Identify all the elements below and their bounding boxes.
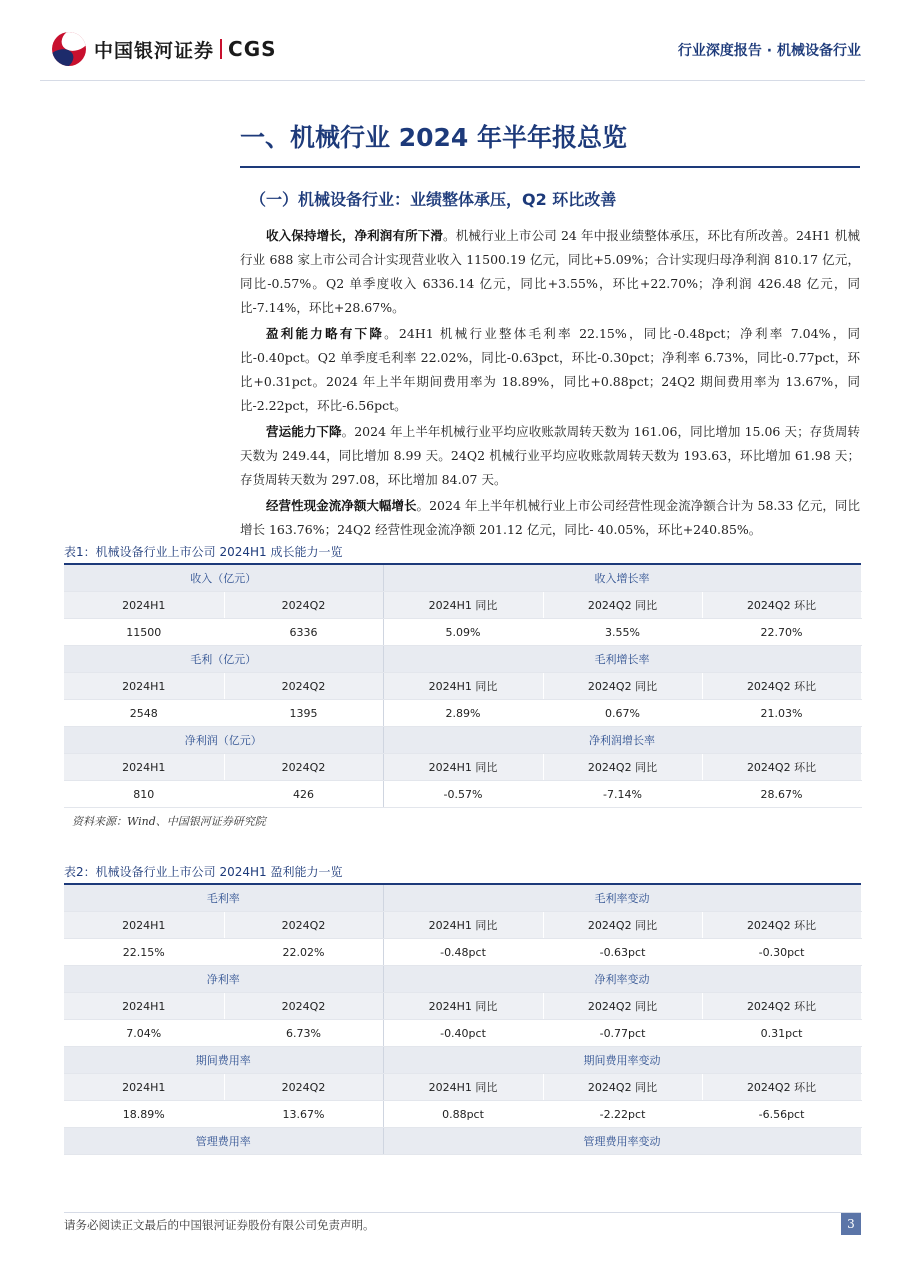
col-header: 2024H1 同比 <box>383 1074 543 1101</box>
col-header: 2024H1 同比 <box>383 754 543 781</box>
col-header: 2024Q2 <box>224 754 383 781</box>
cell: 28.67% <box>702 781 861 808</box>
footer-divider <box>64 1212 861 1213</box>
group-right-header: 管理费用率变动 <box>383 1128 861 1155</box>
col-header: 2024Q2 同比 <box>543 673 702 700</box>
group-right-header: 净利率变动 <box>383 966 861 993</box>
group-left-header: 净利率 <box>64 966 383 993</box>
cell: -0.63pct <box>543 939 702 966</box>
group-left-header: 期间费用率 <box>64 1047 383 1074</box>
table2 <box>64 885 862 1155</box>
subsection-title: （一）机械设备行业：业绩整体承压，Q2 环比改善 <box>250 190 617 209</box>
cell: -0.57% <box>383 781 543 808</box>
col-header: 2024H1 <box>64 993 224 1020</box>
cell: 7.04% <box>64 1020 224 1047</box>
logo-separator <box>220 39 222 59</box>
logo-cn-text: 中国银河证券 <box>94 39 215 62</box>
col-header: 2024Q2 环比 <box>702 673 861 700</box>
cell: -0.40pct <box>383 1020 543 1047</box>
col-header: 2024H1 同比 <box>383 673 543 700</box>
table-sub-header <box>64 592 861 619</box>
cell: 21.03% <box>702 700 861 727</box>
table-group-header <box>64 1128 861 1155</box>
cell: 2.89% <box>383 700 543 727</box>
col-header: 2024Q2 <box>224 673 383 700</box>
table-group-header <box>64 885 861 912</box>
group-left-header: 净利润（亿元） <box>64 727 383 754</box>
table-group-header <box>64 646 861 673</box>
cell: 22.02% <box>224 939 383 966</box>
cell: 6336 <box>224 619 383 646</box>
paragraph-lead: 营运能力下降 <box>266 424 342 439</box>
cell: -6.56pct <box>702 1101 861 1128</box>
col-header: 2024Q2 环比 <box>702 592 861 619</box>
cell: 0.88pct <box>383 1101 543 1128</box>
cell: 0.31pct <box>702 1020 861 1047</box>
col-header: 2024H1 <box>64 912 224 939</box>
col-header: 2024H1 <box>64 592 224 619</box>
cell: 11500 <box>64 619 224 646</box>
col-header: 2024Q2 <box>224 592 383 619</box>
body-text <box>240 224 860 544</box>
cell: 22.70% <box>702 619 861 646</box>
table-sub-header <box>64 673 861 700</box>
col-header: 2024Q2 同比 <box>543 993 702 1020</box>
col-header: 2024H1 同比 <box>383 912 543 939</box>
cell: -7.14% <box>543 781 702 808</box>
cell: 0.67% <box>543 700 702 727</box>
table-group-header <box>64 1047 861 1074</box>
col-header: 2024H1 同比 <box>383 592 543 619</box>
cell: -2.22pct <box>543 1101 702 1128</box>
col-header: 2024H1 同比 <box>383 993 543 1020</box>
cell: 3.55% <box>543 619 702 646</box>
cell: 810 <box>64 781 224 808</box>
table-row <box>64 939 861 966</box>
cell: 1395 <box>224 700 383 727</box>
group-right-header: 期间费用率变动 <box>383 1047 861 1074</box>
col-header: 2024H1 <box>64 754 224 781</box>
paragraph <box>240 224 860 320</box>
page-header <box>0 0 905 100</box>
table-group-header <box>64 966 861 993</box>
col-header: 2024Q2 <box>224 1074 383 1101</box>
table-sub-header <box>64 912 861 939</box>
cell: 18.89% <box>64 1101 224 1128</box>
table1-source: 资料来源：Wind、中国银河证券研究院 <box>72 815 266 828</box>
col-header: 2024Q2 同比 <box>543 1074 702 1101</box>
table-row <box>64 1020 861 1047</box>
col-header: 2024Q2 环比 <box>702 754 861 781</box>
table1 <box>64 565 862 808</box>
group-right-header: 毛利增长率 <box>383 646 861 673</box>
report-category: 行业深度报告 · 机械设备行业 <box>677 43 861 59</box>
group-left-header: 管理费用率 <box>64 1128 383 1155</box>
paragraph-lead: 盈利能力略有下降 <box>266 326 385 341</box>
col-header: 2024Q2 <box>224 912 383 939</box>
paragraph-lead: 收入保持增长，净利润有所下滑 <box>266 228 444 243</box>
cell: 2548 <box>64 700 224 727</box>
col-header: 2024Q2 环比 <box>702 912 861 939</box>
logo-en-text: CGS <box>228 37 277 61</box>
paragraph <box>240 494 860 542</box>
paragraph <box>240 322 860 418</box>
group-left-header: 收入（亿元） <box>64 565 383 592</box>
col-header: 2024Q2 环比 <box>702 993 861 1020</box>
group-right-header: 收入增长率 <box>383 565 861 592</box>
col-header: 2024H1 <box>64 673 224 700</box>
footer-disclaimer: 请务必阅读正文最后的中国银河证券股份有限公司免责声明。 <box>64 1218 375 1232</box>
company-logo <box>52 32 277 66</box>
group-right-header: 净利润增长率 <box>383 727 861 754</box>
paragraph-body: 。2024 年上半年机械行业平均应收账款周转天数为 161.06，同比增加 15.06 天；存货周转天数为 249.44，同比增加 8.99 天。24Q2 机械行业平均应收账款周转天数为 193.63，环比增加 61.98 天；存货周转天数为 297.08，环比增加 84.07 天。 <box>240 424 860 487</box>
page-number: 3 <box>841 1213 861 1235</box>
group-right-header: 毛利率变动 <box>383 885 861 912</box>
cell: 5.09% <box>383 619 543 646</box>
table-group-header <box>64 727 861 754</box>
header-divider <box>40 80 865 81</box>
cell: -0.48pct <box>383 939 543 966</box>
paragraph <box>240 420 860 492</box>
cell: -0.77pct <box>543 1020 702 1047</box>
section-title: 一、机械行业 2024 年半年报总览 <box>240 123 627 152</box>
table-row <box>64 700 861 727</box>
table-row <box>64 781 861 808</box>
col-header: 2024Q2 环比 <box>702 1074 861 1101</box>
col-header: 2024Q2 同比 <box>543 592 702 619</box>
table-row <box>64 619 861 646</box>
section-title-rule <box>240 166 860 168</box>
table-group-header <box>64 565 861 592</box>
table-row <box>64 1101 861 1128</box>
col-header: 2024H1 <box>64 1074 224 1101</box>
table-sub-header <box>64 1074 861 1101</box>
cell: 13.67% <box>224 1101 383 1128</box>
col-header: 2024Q2 <box>224 993 383 1020</box>
col-header: 2024Q2 同比 <box>543 912 702 939</box>
cell: 22.15% <box>64 939 224 966</box>
group-left-header: 毛利率 <box>64 885 383 912</box>
cell: 6.73% <box>224 1020 383 1047</box>
paragraph-body: 。2024 年上半年机械行业上市公司经营性现金流净额合计为 58.33 亿元，同比增长 163.76%；24Q2 经营性现金流净额 201.12 亿元，同比- 40.05%，环比+240.85%。 <box>240 498 860 537</box>
paragraph-lead: 经营性现金流净额大幅增长 <box>266 498 417 513</box>
paragraph-body: 。机械行业上市公司 24 年中报业绩整体承压，环比有所改善。24H1 机械行业 688 家上市公司合计实现营业收入 11500.19 亿元，同比+5.09%；合计实现归母净利润 810.17 亿元，同比-0.57%。Q2 单季度收入 6336.14 亿元，同比+3.55%，环比+22.70%；净利润 426.48 亿元，同比-7.14%，环比+28.67%。 <box>240 228 860 315</box>
table-sub-header <box>64 754 861 781</box>
logo-mark-icon <box>52 32 86 66</box>
cell: 426 <box>224 781 383 808</box>
table2-caption: 表2：机械设备行业上市公司 2024H1 盈利能力一览 <box>64 865 343 879</box>
table1-caption: 表1：机械设备行业上市公司 2024H1 成长能力一览 <box>64 545 343 559</box>
group-left-header: 毛利（亿元） <box>64 646 383 673</box>
table-sub-header <box>64 993 861 1020</box>
paragraph-body: 。24H1 机械行业整体毛利率 22.15%，同比-0.48pct；净利率 7.04%，同比-0.40pct。Q2 单季度毛利率 22.02%，同比-0.63pct，环比-0.30pct；净利率 6.73%，同比-0.77pct，环比+0.31pct。2024 年上半年期间费用率为 18.89%，同比+0.88pct；24Q2 期间费用率为 13.67%，同比-2.22pct，环比-6.56pct。 <box>240 326 860 413</box>
col-header: 2024Q2 同比 <box>543 754 702 781</box>
cell: -0.30pct <box>702 939 861 966</box>
